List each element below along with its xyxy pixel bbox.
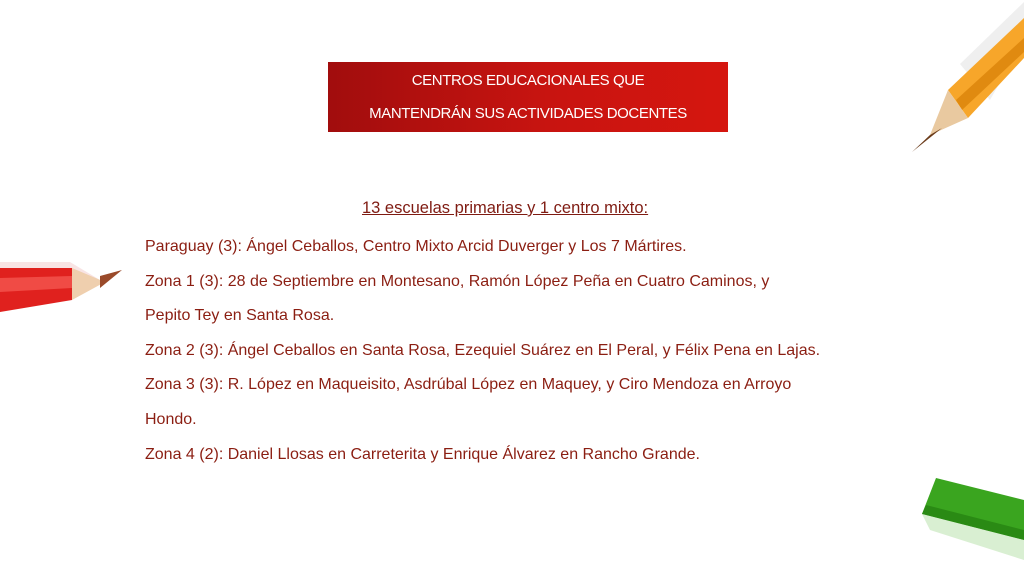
red-pencil-icon (0, 262, 122, 312)
text-line: Zona 2 (3): Ángel Ceballos en Santa Rosa, Ezequiel Suárez en El Peral, y Félix Pena en Lajas. (145, 341, 821, 359)
text-line: Hondo. (145, 410, 197, 428)
title-line-2: MANTENDRÁN SUS ACTIVIDADES DOCENTES (369, 105, 687, 122)
green-pencil-icon (922, 478, 1024, 560)
text-line: Paraguay (3): Ángel Ceballos, Centro Mixto Arcid Duverger y Los 7 Mártires. (145, 238, 687, 255)
text-line: Zona 1 (3): 28 de Septiembre en Montesano, Ramón López Peña en Cuatro Caminos, y (145, 272, 770, 290)
text-line: Pepito Tey en Santa Rosa. (145, 307, 335, 325)
body-text (145, 230, 935, 472)
orange-pencil-icon (912, 2, 1024, 152)
text-line: Zona 4 (2): Daniel Llosas en Carreterita y Enrique Álvarez en Rancho Grande. (145, 445, 700, 463)
title-line-1: CENTROS EDUCACIONALES QUE (411, 72, 645, 89)
subtitle: 13 escuelas primarias y 1 centro mixto: (362, 199, 649, 217)
text-line: Zona 3 (3): R. López en Maqueisito, Asdrúbal López en Maquey, y Ciro Mendoza en Arroyo (145, 376, 792, 394)
title-banner (328, 62, 728, 132)
